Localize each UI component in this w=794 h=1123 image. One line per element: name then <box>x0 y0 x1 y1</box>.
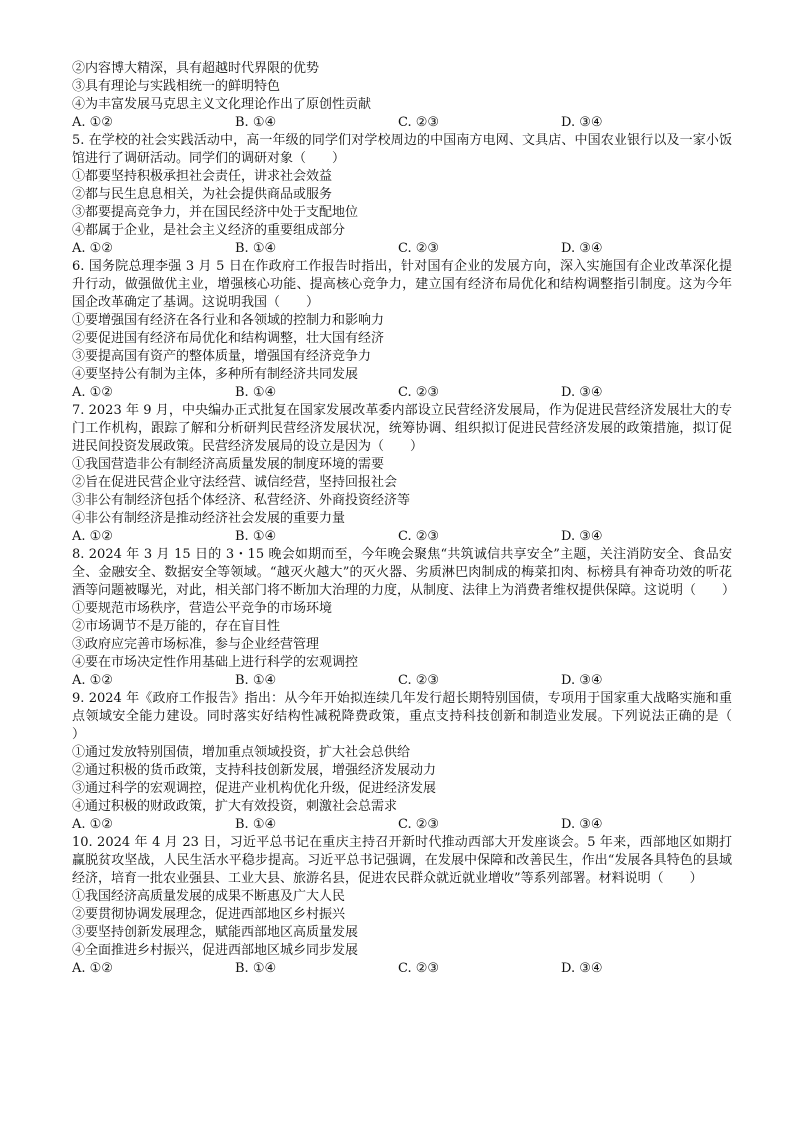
option-d: D. ③④ <box>561 115 603 130</box>
question-10 <box>72 834 732 978</box>
question-9 <box>72 690 759 834</box>
option-b: B. ①④ <box>235 673 277 688</box>
option-a: A. ①② <box>72 817 113 832</box>
statement: ③政府应完善市场标准，参与企业经营管理 <box>72 637 320 652</box>
statement: ①通过发放特别国债，增加重点领域投资，扩大社会总供给 <box>72 745 411 760</box>
statement: ①要规范市场秩序，营造公平竞争的市场环境 <box>72 601 333 616</box>
statement: ③非公有制经济包括个体经济、私营经济、外商投资经济等 <box>72 493 411 508</box>
statement: ④都属于企业，是社会主义经济的重要组成部分 <box>72 223 346 238</box>
option-c: C. ②③ <box>398 961 440 976</box>
statement: ④全面推进乡村振兴，促进西部地区城乡同步发展 <box>72 943 359 958</box>
option-d: D. ③④ <box>561 241 603 256</box>
question-8 <box>72 546 736 690</box>
question-stem: 8. 2024 年 3 月 15 日的 3・15 晚会如期而至，今年晚会聚焦“共筑诚信共享安全”主题，关注消防安全、食品安全、金融安全、数据安全等领域。“越灭火越大”的灭火器、劣质淋巴肉制成的梅菜扣肉、标榜具有神奇功效的听花酒等问题被曝光，对此，相关部门将不断加大治理的力度，从制度、法律上为消费者维权提供保障。这说明（ ） <box>72 547 736 598</box>
statement: ③都要提高竞争力，并在国民经济中处于支配地位 <box>72 205 359 220</box>
answer-options <box>72 960 732 978</box>
statement: ②市场调节不是万能的，存在盲目性 <box>72 619 281 634</box>
statement: ①要增强国有经济在各行业和各领域的控制力和影响力 <box>72 313 385 328</box>
statement: ①都要坚持积极承担社会责任，讲求社会效益 <box>72 169 333 184</box>
statement: ④非公有制经济是推动经济社会发展的重要力量 <box>72 511 346 526</box>
statement: ②内容博大精深，具有超越时代界限的优势 <box>72 61 320 76</box>
statement: ③具有理论与实践相统一的鲜明特色 <box>72 79 281 94</box>
option-b: B. ①④ <box>235 961 277 976</box>
option-a: A. ①② <box>72 241 113 256</box>
option-a: A. ①② <box>72 529 113 544</box>
question-stem: 6. 国务院总理李强 3 月 5 日在作政府工作报告时指出，针对国有企业的发展方向，深入实施国有企业改革深化提升行动，做强做优主业，增强核心功能、提高核心竞争力，建立国有经济布局优化和结构调整指引制度。这为今年国企改革确定了基调。这说明我国（ ） <box>72 259 732 310</box>
statement: ②要贯彻协调发展理念，促进西部地区乡村振兴 <box>72 907 346 922</box>
statement: ③要坚持创新发展理念，赋能西部地区高质量发展 <box>72 925 359 940</box>
option-c: C. ②③ <box>398 529 440 544</box>
statement: ②通过积极的货币政策，支持科技创新发展，增强经济发展动力 <box>72 763 437 778</box>
statement: ④要在市场决定性作用基础上进行科学的宏观调控 <box>72 655 359 670</box>
answer-options <box>72 672 732 690</box>
option-a: A. ①② <box>72 115 113 130</box>
option-b: B. ①④ <box>235 115 277 130</box>
option-d: D. ③④ <box>561 961 603 976</box>
option-d: D. ③④ <box>561 385 603 400</box>
question-list <box>72 132 759 978</box>
question-stem: 10. 2024 年 4 月 23 日，习近平总书记在重庆主持召开新时代推动西部大开发座谈会。5 年来，西部地区如期打赢脱贫攻坚战，人民生活水平稳步提高。习近平总书记强调，在发展中保障和改善民生，作出“发展各具特色的县域经济，培育一批农业强县、工业大县、旅游名县，促进农民群众就近就业增收”等系列部署。材料说明（ ） <box>72 835 732 886</box>
answer-options <box>72 114 732 132</box>
statement: ④通过积极的财政政策，扩大有效投资，刺激社会总需求 <box>72 799 398 814</box>
option-d: D. ③④ <box>561 673 603 688</box>
option-b: B. ①④ <box>235 529 277 544</box>
statement: ③要提高国有资产的整体质量，增强国有经济竞争力 <box>72 349 372 364</box>
option-b: B. ①④ <box>235 241 277 256</box>
question-5 <box>72 132 732 258</box>
answer-options <box>72 384 732 402</box>
question-6 <box>72 258 732 402</box>
question-stem: 7. 2023 年 9 月，中央编办正式批复在国家发展改革委内部设立民营经济发展局，作为促进民营经济发展壮大的专门工作机构，跟踪了解和分析研判民营经济发展状况，统筹协调、组织拟订促进民营经济发展的政策措施，拟订促进民间投资发展政策。民营经济发展局的设立是因为（ ） <box>72 403 732 454</box>
option-d: D. ③④ <box>561 529 603 544</box>
statement: ④要坚持公有制为主体，多种所有制经济共同发展 <box>72 367 359 382</box>
answer-options <box>72 528 732 546</box>
option-c: C. ②③ <box>398 241 440 256</box>
option-c: C. ②③ <box>398 673 440 688</box>
statement: ①我国经济高质量发展的成果不断惠及广大人民 <box>72 889 346 904</box>
statement: ②都与民生息息相关，为社会提供商品或服务 <box>72 187 333 202</box>
option-b: B. ①④ <box>235 817 277 832</box>
question-stem: 9. 2024 年《政府工作报告》指出：从今年开始拟连续几年发行超长期特别国债，专项用于国家重大战略实施和重点领域安全能力建设。同时落实好结构性减税降费政策，重点支持科技创新和制造业发展。下列说法正确的是（ ） <box>72 691 759 742</box>
option-a: A. ①② <box>72 673 113 688</box>
option-c: C. ②③ <box>398 385 440 400</box>
intro-block <box>72 60 732 132</box>
option-d: D. ③④ <box>561 817 603 832</box>
exam-page <box>72 60 759 978</box>
statement: ②要促进国有经济布局优化和结构调整，壮大国有经济 <box>72 331 385 346</box>
statement: ①我国营造非公有制经济高质量发展的制度环境的需要 <box>72 457 385 472</box>
option-a: A. ①② <box>72 385 113 400</box>
option-a: A. ①② <box>72 961 113 976</box>
answer-options <box>72 816 732 834</box>
option-c: C. ②③ <box>398 115 440 130</box>
statement: ③通过科学的宏观调控，促进产业机构优化升级，促进经济发展 <box>72 781 437 796</box>
question-7 <box>72 402 732 546</box>
question-stem: 5. 在学校的社会实践活动中，高一年级的同学们对学校周边的中国南方电网、文具店、中国农业银行以及一家小饭馆进行了调研活动。同学们的调研对象（ ） <box>72 133 732 166</box>
statement: ④为丰富发展马克思主义文化理论作出了原创性贡献 <box>72 97 372 112</box>
statement: ②旨在促进民营企业守法经营、诚信经营，坚持回报社会 <box>72 475 398 490</box>
option-c: C. ②③ <box>398 817 440 832</box>
option-b: B. ①④ <box>235 385 277 400</box>
answer-options <box>72 240 732 258</box>
